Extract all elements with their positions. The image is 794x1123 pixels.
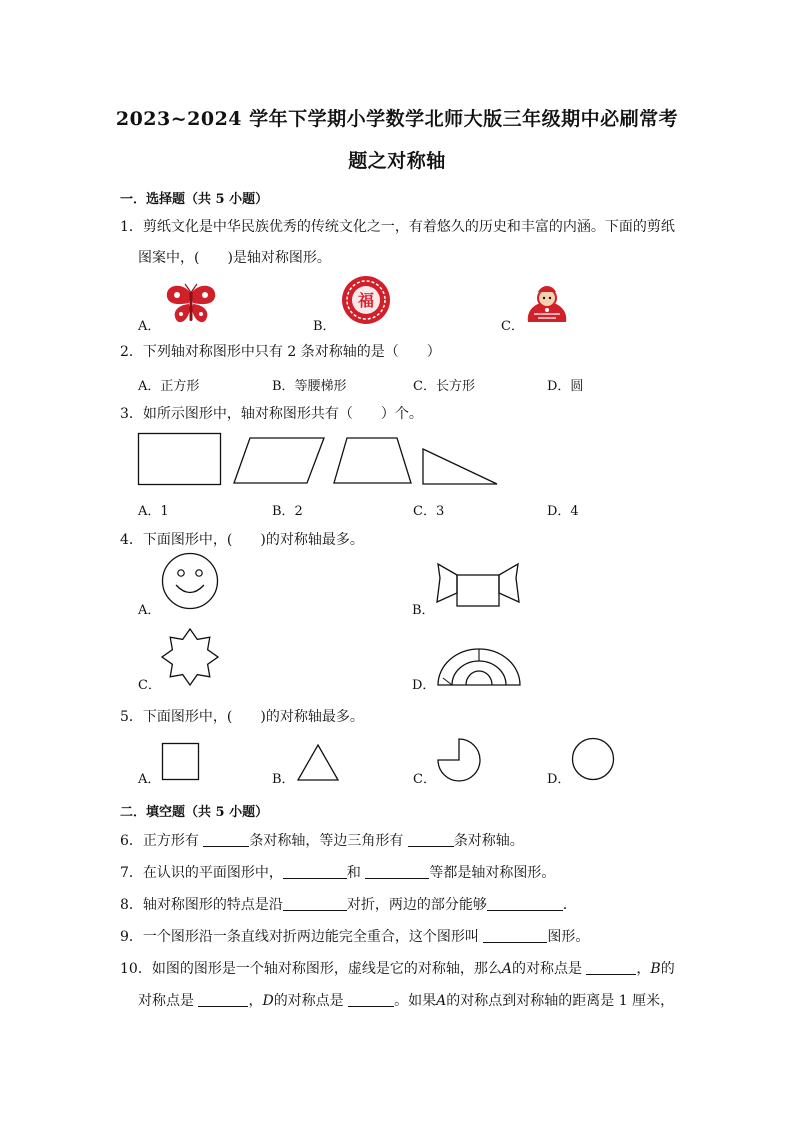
q3-option-b: B．2 xyxy=(272,504,303,519)
trapezoid-shape xyxy=(333,437,413,485)
section-heading-fill: 二．填空题（共 5 小题） xyxy=(120,805,269,820)
q4-option-a-label: A． xyxy=(138,603,161,618)
rectangle-shape xyxy=(138,433,222,486)
section-heading-choice: 一．选择题（共 5 小题） xyxy=(120,192,269,207)
q9-blank-1[interactable] xyxy=(483,928,547,943)
question-8: 8．轴对称图形的特点是沿 对折，两边的部分能够 ． xyxy=(120,897,577,913)
parallelogram-shape xyxy=(233,437,325,485)
question-7: 7．在认识的平面图形中， 和 等都是轴对称图形。 xyxy=(120,865,556,881)
q8-blank-2[interactable] xyxy=(487,896,563,911)
doll-papercut-icon xyxy=(524,284,570,328)
q5-option-a-label: A． xyxy=(138,772,161,787)
circle-shape xyxy=(571,737,615,781)
question-1-line2: 图案中，( )是轴对称图形。 xyxy=(138,250,331,266)
question-10-line2: 对称点是 ，D的对称点是 。如果A的对称点到对称轴的距离是 1 厘米， xyxy=(138,993,675,1009)
q2-option-d: D．圆 xyxy=(547,379,584,394)
question-2: 2．下列轴对称图形中只有 2 条对称轴的是（ ） xyxy=(120,344,441,360)
three-quarter-circle-shape xyxy=(437,738,481,782)
question-10-line1: 10．如图的图形是一个轴对称图形，虚线是它的对称轴，那么A的对称点是 ，B的 xyxy=(120,961,675,977)
q3-option-d: D．4 xyxy=(547,504,579,519)
box-with-flaps-shape xyxy=(436,562,520,608)
question-1-line1: 1．剪纸文化是中华民族优秀的传统文化之一，有着悠久的历史和丰富的内涵。下面的剪纸 xyxy=(120,219,675,235)
q2-option-b: B．等腰梯形 xyxy=(272,379,347,394)
q3-option-a: A．1 xyxy=(138,504,169,519)
q1-option-b-label: B． xyxy=(313,319,336,334)
page-title-line1: 2023~2024 学年下学期小学数学北师大版三年级期中必刷常考 xyxy=(115,108,679,130)
q1-option-c-label: C． xyxy=(501,319,524,334)
question-9: 9．一个图形沿一条直线对折两边能完全重合，这个图形叫 图形。 xyxy=(120,929,590,945)
right-triangle-shape xyxy=(422,448,498,486)
q4-option-b-label: B． xyxy=(412,603,435,618)
q7-blank-1[interactable] xyxy=(283,864,347,879)
q10-blank-1[interactable] xyxy=(586,960,636,975)
fu-character: 福 xyxy=(357,291,374,310)
q3-option-c: C．3 xyxy=(413,504,445,519)
square-shape xyxy=(162,743,200,781)
butterfly-papercut-icon xyxy=(163,283,219,325)
q2-option-c: C．长方形 xyxy=(413,379,475,394)
triangle-shape xyxy=(297,744,339,781)
q6-blank-1[interactable] xyxy=(203,832,249,847)
q5-option-b-label: B． xyxy=(272,772,295,787)
page-title-line2: 题之对称轴 xyxy=(348,150,446,172)
q7-blank-2[interactable] xyxy=(365,864,429,879)
q5-option-d-label: D． xyxy=(547,772,571,787)
q10-blank-2[interactable] xyxy=(198,992,248,1007)
question-3: 3．如所示图形中，轴对称图形共有（ ）个。 xyxy=(120,406,423,422)
question-6: 6．正方形有 条对称轴，等边三角形有 条对称轴。 xyxy=(120,833,524,849)
q6-blank-2[interactable] xyxy=(408,832,454,847)
q8-blank-1[interactable] xyxy=(283,896,347,911)
q1-option-a-label: A． xyxy=(138,319,161,334)
question-5: 5．下面图形中，( )的对称轴最多。 xyxy=(120,709,364,725)
smiley-face-shape xyxy=(161,552,219,610)
q2-option-a: A．正方形 xyxy=(138,379,200,394)
eight-point-star-shape xyxy=(161,628,219,686)
q4-option-d-label: D． xyxy=(412,678,436,693)
question-4: 4．下面图形中，( )的对称轴最多。 xyxy=(120,532,364,548)
semicircle-arch-shape xyxy=(437,648,521,686)
q10-blank-3[interactable] xyxy=(348,992,394,1007)
q4-option-c-label: C． xyxy=(138,678,161,693)
q5-option-c-label: C． xyxy=(413,772,436,787)
